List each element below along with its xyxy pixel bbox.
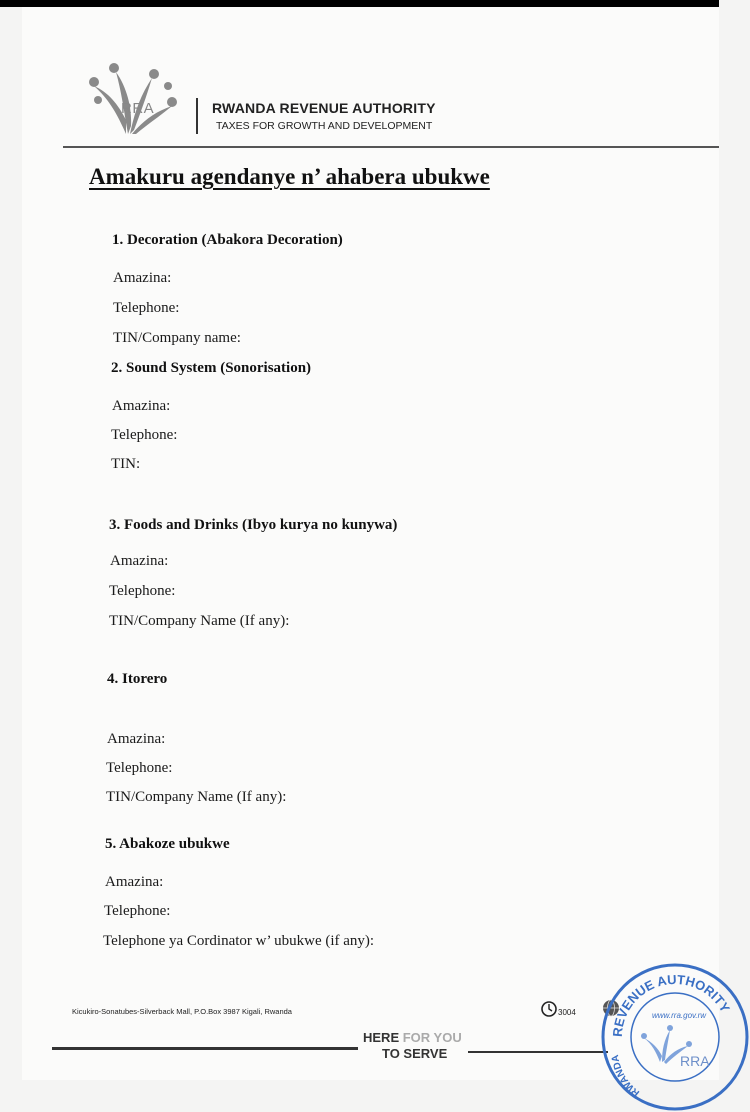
footer-rule-right	[468, 1051, 608, 1053]
field-label: Telephone:	[109, 583, 176, 599]
section-heading: 4. Itorero	[107, 671, 168, 687]
field-label: Telephone:	[104, 903, 171, 919]
organization-tagline: TAXES FOR GROWTH AND DEVELOPMENT	[216, 120, 433, 132]
stamp-logo-text: RRA	[680, 1053, 710, 1069]
logo-text: RRA	[121, 100, 155, 117]
stamp-ring-top: REVENUE AUTHORITY	[609, 971, 733, 1038]
field-label: Amazina:	[113, 270, 172, 286]
footer-code: 3004	[558, 1008, 576, 1017]
logo-separator	[196, 98, 198, 134]
field-label: Telephone:	[111, 427, 178, 443]
stamp-url: www.rra.gov.rw	[652, 1011, 707, 1020]
field-label: Amazina:	[110, 553, 169, 569]
slogan-line-1	[363, 1030, 462, 1045]
rra-logo-icon	[88, 56, 178, 140]
iso-badge-icon	[540, 1000, 558, 1018]
field-label: TIN:	[111, 456, 141, 472]
slogan-here: HERE	[363, 1030, 400, 1045]
section-heading: 1. Decoration (Abakora Decoration)	[112, 232, 343, 248]
stamp-ring-left: RWANDA	[610, 1053, 642, 1099]
section-heading: 2. Sound System (Sonorisation)	[111, 360, 312, 376]
top-dark-bar	[0, 0, 719, 7]
field-label: Amazina:	[112, 398, 171, 414]
field-label: Amazina:	[105, 874, 164, 890]
field-label: TIN/Company name:	[113, 330, 241, 346]
footer-address: Kicukiro-Sonatubes-Silverback Mall, P.O.Box 3987 Kigali, Rwanda	[72, 1007, 292, 1016]
field-label: TIN/Company Name (If any):	[106, 789, 287, 805]
field-label: TIN/Company Name (If any):	[109, 613, 290, 629]
official-stamp	[600, 962, 750, 1112]
field-label: Telephone:	[106, 760, 173, 776]
field-label: Telephone ya Cordinator w’ ubukwe (if any):	[103, 933, 375, 949]
organization-name: RWANDA REVENUE AUTHORITY	[212, 100, 436, 116]
slogan-for-you: FOR YOU	[399, 1030, 462, 1045]
page-title: Amakuru agendanye n’ ahabera ubukwe	[89, 164, 490, 189]
slogan-line-2: TO SERVE	[382, 1046, 448, 1061]
section-heading: 5. Abakoze ubukwe	[105, 836, 230, 852]
field-label: Telephone:	[113, 300, 180, 316]
section-heading: 3. Foods and Drinks (Ibyo kurya no kunywa)	[109, 517, 398, 533]
field-label: Amazina:	[107, 731, 166, 747]
header-rule	[63, 146, 719, 148]
footer-rule-left	[52, 1047, 358, 1050]
